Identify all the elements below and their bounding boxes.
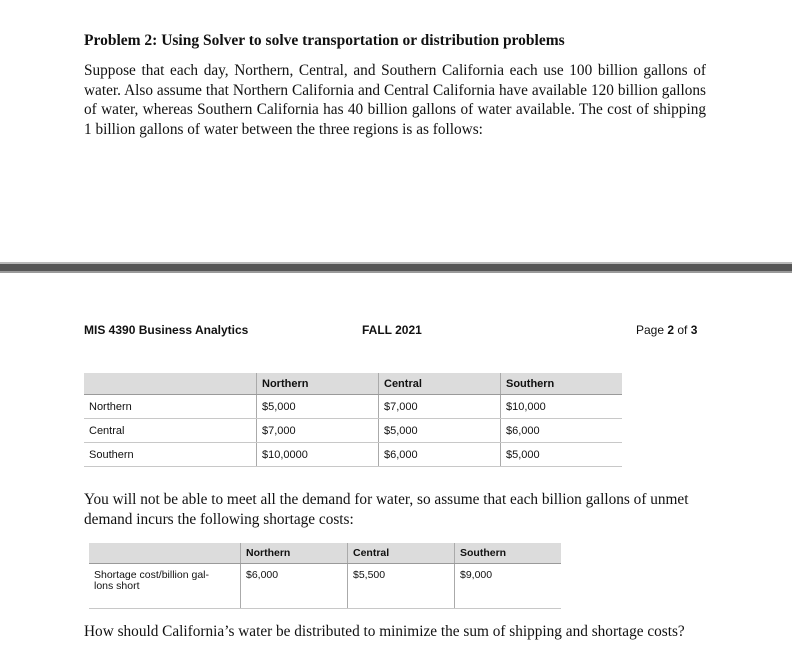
table-cell: $7,000: [379, 395, 501, 419]
page-break-divider: [0, 262, 792, 273]
table-header-row: [89, 543, 561, 564]
page-number: Page 2 of 3: [636, 323, 698, 337]
table-row: [84, 443, 622, 467]
problem-title: Problem 2: Using Solver to solve transportation or distribution problems: [84, 32, 565, 49]
table-cell: $5,500: [348, 564, 455, 609]
table-row: [84, 419, 622, 443]
table-row: [84, 395, 622, 419]
table-header-cell: Northern: [257, 373, 379, 395]
table-cell: $6,000: [379, 443, 501, 467]
table-cell: $5,000: [257, 395, 379, 419]
row-label: Shortage cost/billion gal- lons short: [89, 564, 241, 609]
table-cell: $6,000: [501, 419, 623, 443]
table-cell: $5,000: [379, 419, 501, 443]
table-cell: $10,0000: [257, 443, 379, 467]
table-row: [89, 564, 561, 609]
table-cell: $10,000: [501, 395, 623, 419]
question-text: How should California’s water be distributed to minimize the sum of shipping and shortage costs?: [84, 623, 685, 640]
page-1-bottom: [0, 0, 792, 262]
row-label: Northern: [84, 395, 257, 419]
table-header-cell: Central: [379, 373, 501, 395]
shortage-intro: You will not be able to meet all the demand for water, so assume that each billion gallons of unmet demand incurs the following shortage costs:: [84, 491, 689, 528]
table-header-cell: Southern: [455, 543, 562, 564]
table-cell: $5,000: [501, 443, 623, 467]
course-name: MIS 4390 Business Analytics: [84, 323, 249, 337]
table-header-cell: Northern: [241, 543, 348, 564]
table-cell: $6,000: [241, 564, 348, 609]
table-cell: $7,000: [257, 419, 379, 443]
shipping-cost-table: [84, 373, 622, 467]
table-header-cell: [89, 543, 241, 564]
row-label: Central: [84, 419, 257, 443]
row-label: Southern: [84, 443, 257, 467]
table-header-cell: Southern: [501, 373, 623, 395]
table-header-cell: [84, 373, 257, 395]
shortage-cost-table: [89, 543, 561, 609]
problem-description: Suppose that each day, Northern, Central, and Southern California each use 100 billion gallons of water. Also assume that Northern California and Central California have available 120 billion gallons of water, whereas Southern California has 40 billion gallons of water available. The cost of shipping 1 billion gallons of water between the three regions is as follows:: [84, 62, 706, 138]
term-label: FALL 2021: [362, 323, 422, 337]
table-header-row: [84, 373, 622, 395]
table-cell: $9,000: [455, 564, 562, 609]
table-header-cell: Central: [348, 543, 455, 564]
